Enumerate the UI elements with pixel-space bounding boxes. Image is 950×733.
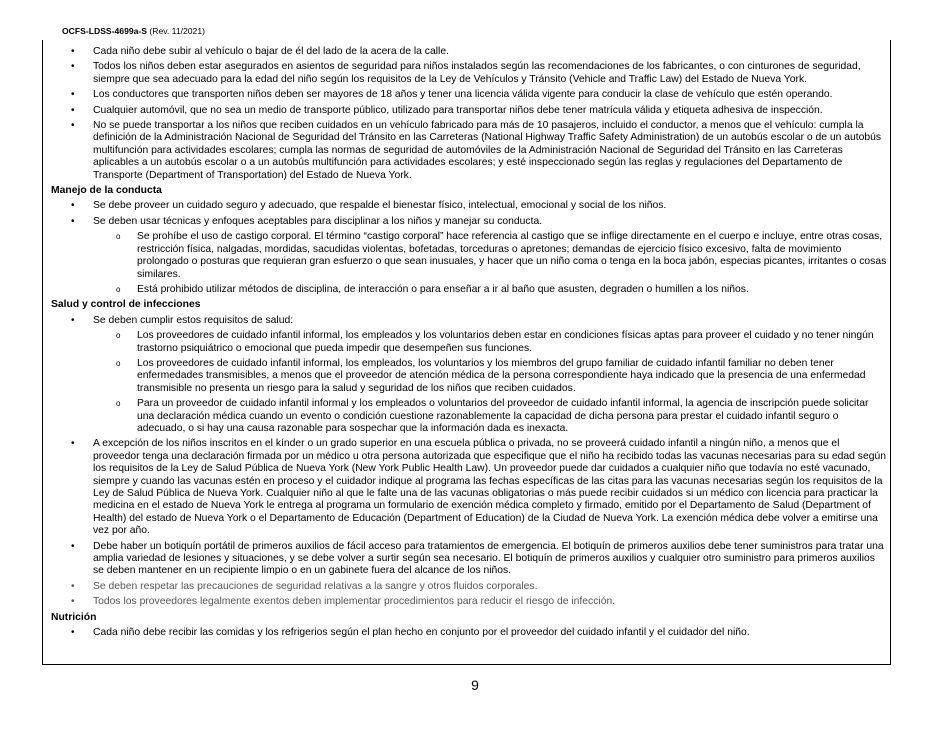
form-header [62,26,205,36]
list-item: • Se deben usar técnicas y enfoques aceptables para disciplinar a los niños y manejar su conducta. [51,216,887,228]
sub-list-item: o Se prohíbe el uso de castigo corporal. El término “castigo corporal” hace referencia al castigo que se inflige directamente en el cuerpo e incluye, entre otras cosas, restricción física, nalgadas, mordidas, sacudidas violentas, bofetadas, torceduras o apretones; demandas de ejercicio físico excesivo, falta de movimiento prolongado o posturas que requieran gran esfuerzo o que sean inusuales, y hacer que un niño coma o tenga en la boca jabón, especias picantes, irritantes o cosas similares. [51,231,887,281]
list-item: • Se debe proveer un cuidado seguro y adecuado, que respalde el bienestar físico, intelectual, emocional y social de los niños. [51,200,887,212]
transport-list [51,46,887,182]
sub-list-item: o Los proveedores de cuidado infantil informal, los empleados y los voluntarios deben estar en condiciones físicas aptas para proveer el cuidado y no tener ningún trastorno psiquiátrico o emocional que pueda impedir que desempeñen sus funciones. [51,330,887,355]
page-number: 9 [471,677,479,693]
form-code: OCFS-LDSS-4699a-S [62,26,148,36]
health-heading: Salud y control de infecciones [51,299,201,311]
nutrition-heading: Nutrición [51,611,97,623]
conduct-heading: Manejo de la conducta [51,185,162,197]
list-item: • Cada niño debe recibir las comidas y los refrigerios según el plan hecho en conjunto por el proveedor del cuidado infantil y el cuidador del niño. [51,627,887,639]
health-list [51,315,887,609]
conduct-list [51,200,887,296]
first-aid-item: • Debe haber un botiquín portátil de primeros auxilios de fácil acceso para tratamientos de emergencia. El botiquín de primeros auxilios debe tener suministros para tratar una amplia variedad de lesiones y situaciones, y se debe volver a surtir según sea necesario. El botiquín de primeros auxilios y cualquier otro suministro para primeros auxilios se deben mantener en un recipiente limpio o en un gabinete fuera del alcance de los niños. [51,541,887,578]
sub-list-item: o Los proveedores de cuidado infantil informal, los empleados, los voluntarios y los miembros del grupo familiar de cuidado infantil familiar no deben tener enfermedades transmisibles, a menos que el proveedor de atención médica de la persona correspondiente haya indicado que la presencia de una enfermedad transmisible no presenta un riesgo para la salud y seguridad de los niños que reciben cuidados. [51,358,887,395]
sub-list-item: o Para un proveedor de cuidado infantil informal y los empleados o voluntarios del proveedor de cuidado infantil informal, la agencia de inscripción puede solicitar una declaración médica cuando un evento o condición cuestione razonablemente la capacidad de dicha persona para prestar el cuidado infantil seguro o adecuado, o si hay una causa razonable para sospechar que la información dada es inexacta. [51,398,887,435]
form-revision: (Rev. 11/2021) [149,26,205,36]
sub-list-item: o Está prohibido utilizar métodos de disciplina, de interacción o para enseñar a ir al baño que asusten, degraden o humillen a los niños. [51,284,887,296]
list-item: • No se puede transportar a los niños que reciben cuidados en un vehículo fabricado para más de 10 pasajeros, incluido el conductor, a menos que el vehículo: cumpla la definición de la Administración Nacional de Seguridad del Tránsito en las Carreteras (National Highway Traffic Safety Administration) de un autobús escolar o de un autobús multifunción para actividades escolares; cumpla las normas de seguridad de automóviles de la Administración Nacional de Seguridad del Tránsito en las Carreteras aplicables a un autobús escolar o a un autobús multifunción para actividades escolares; y esté inspeccionado según las reglas y regulaciones del Departamento de Transporte (Department of Transportation) del Estado de Nueva York. [51,120,887,182]
infection-control-item: • Todos los proveedores legalmente exentos deben implementar procedimientos para reducir el riesgo de infección. [51,596,887,608]
document-body [51,46,887,642]
list-item: • Se deben cumplir estos requisitos de salud: [51,315,887,327]
list-item: • Cualquier automóvil, que no sea un medio de transporte público, utilizado para transportar niños debe tener matrícula válida y etiqueta adhesiva de inspección. [51,105,887,117]
blood-precautions-item: • Se deben respetar las precauciones de seguridad relativas a la sangre y otros fluidos corporales. [51,581,887,593]
vaccine-requirement-item: • A excepción de los niños inscritos en el kínder o un grado superior en una escuela pública o privada, no se proveerá cuidado infantil a ningún niño, a menos que el proveedor tenga una declaración firmada por un médico u otra persona autorizada que especifique que el niño ha recibido todas las vacunas necesarias para su edad según los requisitos de la Ley de Salud Pública de Nueva York (New York Public Health Law). Un proveedor puede dar cuidados a cualquier niño que todavía no esté vacunado, siempre y cuando las vacunas estén en proceso y el cuidador indique al programa las fechas específicas de las citas para las vacunas necesarias según los requisitos de la Ley de Salud Pública de Nueva York. Cualquier niño al que le falte una de las vacunas obligatorias o más puede recibir cuidados si un médico con licencia para practicar la medicina en el estado de Nueva York le entrega al programa un formulario de exención médica completo y firmado, emitido por el Departamento de Salud (Department of Health) del estado de Nueva York o el Departamento de Educación (Department of Education) de la Ciudad de Nueva York. La exención médica debe volver a emitirse una vez por año. [51,438,887,537]
list-item: • Todos los niños deben estar asegurados en asientos de seguridad para niños instalados según las recomendaciones de los fabricantes, o con cinturones de seguridad, siempre que sea adecuado para la edad del niño según los requisitos de la Ley de Vehículos y Tránsito (Vehicle and Traffic Law) del Estado de Nueva York. [51,61,887,86]
list-item: • Los conductores que transporten niños deben ser mayores de 18 años y tener una licencia válida vigente para conducir la clase de vehículo que estén operando. [51,89,887,101]
nutrition-list [51,627,887,639]
list-item: • Cada niño debe subir al vehículo o bajar de él del lado de la acera de la calle. [51,46,887,58]
